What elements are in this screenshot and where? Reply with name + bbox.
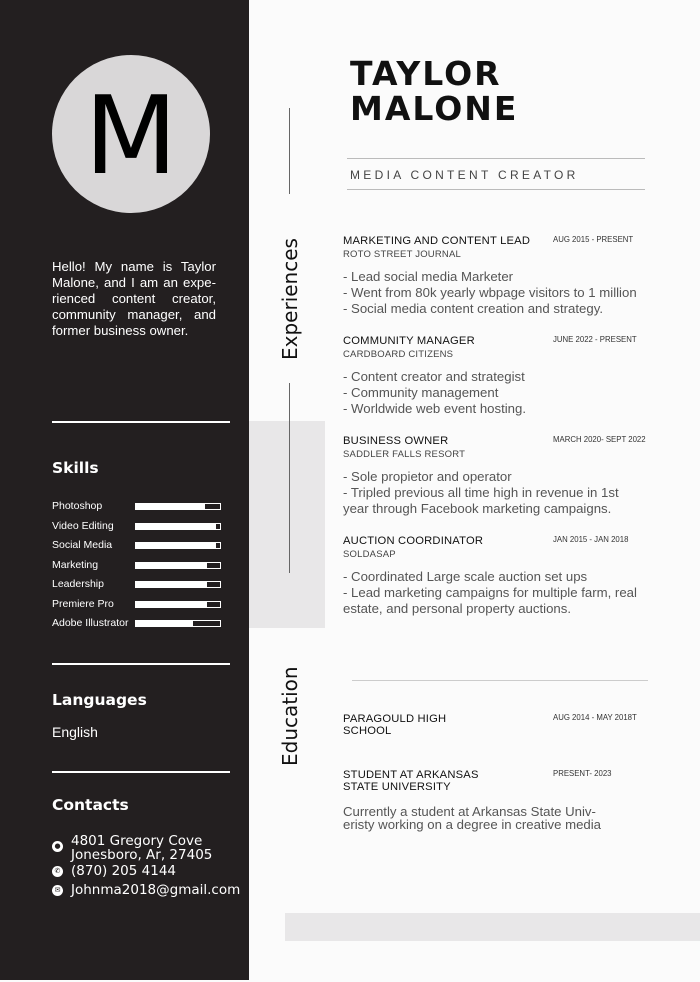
address-line-1: 4801 Gregory Cove xyxy=(71,833,203,849)
skill-level-bar xyxy=(135,542,221,549)
job-date: AUG 2015 - PRESENT xyxy=(553,235,634,244)
experience-item xyxy=(343,435,663,517)
skill-name: Marketing xyxy=(52,558,99,571)
job-date: JAN 2015 - JAN 2018 xyxy=(553,535,629,544)
education-item xyxy=(343,713,663,737)
skill-level-fill xyxy=(136,582,207,587)
job-organization: CARDBOARD CITIZENS xyxy=(343,349,454,360)
school-name-line-1: STUDENT AT ARKANSAS xyxy=(343,769,479,781)
description-line: - Worldwide web event hosting. xyxy=(343,401,527,416)
divider xyxy=(52,663,230,665)
job-title: COMMUNITY MANAGER xyxy=(343,335,475,347)
education-item xyxy=(343,769,663,831)
job-title: AUCTION COORDINATOR xyxy=(343,535,484,547)
skill-level-bar xyxy=(135,562,221,569)
education-label: Education xyxy=(278,666,302,766)
job-organization: SOLDASAP xyxy=(343,549,396,560)
skill-row xyxy=(52,617,222,637)
job-date: MARCH 2020- SEPT 2022 xyxy=(553,435,646,444)
skill-name: Leadership xyxy=(52,578,104,590)
accent-block xyxy=(249,421,325,628)
skill-row xyxy=(52,598,222,618)
description-line: estate, and personal property auctions. xyxy=(343,601,571,616)
description-line: year through Facebook marketing campaigns. xyxy=(343,501,612,516)
footer-bar xyxy=(285,913,700,941)
description-line: - Content creator and strategist xyxy=(343,369,525,384)
job-description xyxy=(343,569,663,617)
experience-item xyxy=(343,335,663,417)
skill-name: Premiere Pro xyxy=(52,597,114,610)
person-name xyxy=(350,56,518,126)
phone-number: (870) 205 4144 xyxy=(71,863,177,879)
job-description xyxy=(343,469,663,517)
monogram-avatar xyxy=(52,55,210,213)
last-name: MALONE xyxy=(350,89,519,128)
contact-phone xyxy=(52,864,176,878)
first-name: TAYLOR xyxy=(350,54,502,93)
description-line: Currently a student at Arkansas State Univ- xyxy=(343,804,596,819)
description-line: - Tripled previous all time high in revenue in 1st xyxy=(343,485,619,500)
section-line xyxy=(289,383,290,573)
section-line xyxy=(289,108,290,194)
skill-level-fill xyxy=(136,563,207,568)
skill-row xyxy=(52,559,222,579)
email-address: Johnma2018@gmail.com xyxy=(71,882,241,898)
job-organization: ROTO STREET JOURNAL xyxy=(343,249,461,260)
contact-address xyxy=(52,834,212,862)
school-name-line-2: STATE UNIVERSITY xyxy=(343,781,451,793)
job-date: JUNE 2022 - PRESENT xyxy=(553,335,637,344)
description-line: - Sole propietor and operator xyxy=(343,469,512,484)
skills-list xyxy=(52,500,222,637)
description-line: eristy working on a degree in creative media xyxy=(343,817,602,832)
education-description xyxy=(343,805,663,831)
description-line: - Community management xyxy=(343,385,499,400)
skill-name: Photoshop xyxy=(52,500,103,512)
skill-level-bar xyxy=(135,601,221,608)
divider xyxy=(347,158,645,159)
skill-level-fill xyxy=(136,543,216,548)
job-title: BUSINESS OWNER xyxy=(343,435,449,447)
school-name-line-1: PARAGOULD HIGH xyxy=(343,713,447,725)
skill-level-bar xyxy=(135,620,221,627)
experience-item xyxy=(343,535,663,617)
phone-icon: ✆ xyxy=(52,866,63,877)
skill-level-bar xyxy=(135,523,221,530)
divider xyxy=(52,771,230,773)
job-title: MARKETING AND CONTENT LEAD xyxy=(343,235,531,247)
contacts-heading: Contacts xyxy=(52,796,129,814)
job-role: MEDIA CONTENT CREATOR xyxy=(350,168,579,182)
intro-text: Hello! My name is Taylor Malone, and I am an expe-rienced content creator, community manager, and former business owner. xyxy=(52,259,216,338)
experience-item xyxy=(343,235,663,317)
address-line-2: Jonesboro, Ar, 27405 xyxy=(71,847,213,863)
job-description xyxy=(343,369,663,417)
divider xyxy=(52,421,230,423)
skill-row xyxy=(52,500,222,520)
description-line: - Social media content creation and strategy. xyxy=(343,301,603,316)
monogram-letter: M xyxy=(84,74,178,199)
contact-email xyxy=(52,883,240,897)
sidebar xyxy=(0,0,249,980)
skill-name: Adobe Illustrator xyxy=(52,617,129,629)
job-description xyxy=(343,269,663,317)
skill-level-fill xyxy=(136,621,193,626)
description-line: - Lead marketing campaigns for multiple farm, real xyxy=(343,585,637,600)
skill-row xyxy=(52,539,222,559)
experiences-label: Experiences xyxy=(278,238,302,360)
divider xyxy=(347,189,645,190)
skill-level-bar xyxy=(135,581,221,588)
skill-level-bar xyxy=(135,503,221,510)
skill-level-fill xyxy=(136,602,207,607)
school-name-line-2: SCHOOL xyxy=(343,725,392,737)
skill-level-fill xyxy=(136,524,216,529)
language-item: English xyxy=(52,724,98,740)
skill-name: Video Editing xyxy=(52,519,114,532)
skill-row xyxy=(52,520,222,540)
description-line: - Coordinated Large scale auction set ups xyxy=(343,569,588,584)
description-line: - Went from 80k yearly wbpage visitors to 1 million xyxy=(343,285,637,300)
email-icon: ✉ xyxy=(52,885,63,896)
languages-heading: Languages xyxy=(52,691,147,709)
skills-heading: Skills xyxy=(52,459,99,477)
job-organization: SADDLER FALLS RESORT xyxy=(343,449,466,460)
divider xyxy=(352,680,648,681)
description-line: - Lead social media Marketer xyxy=(343,269,514,284)
education-date: PRESENT- 2023 xyxy=(553,769,612,778)
location-pin-icon: ● xyxy=(52,841,63,852)
skill-name: Social Media xyxy=(52,539,113,551)
skill-level-fill xyxy=(136,504,205,509)
education-date: AUG 2014 - MAY 2018T xyxy=(553,713,637,722)
skill-row xyxy=(52,578,222,598)
